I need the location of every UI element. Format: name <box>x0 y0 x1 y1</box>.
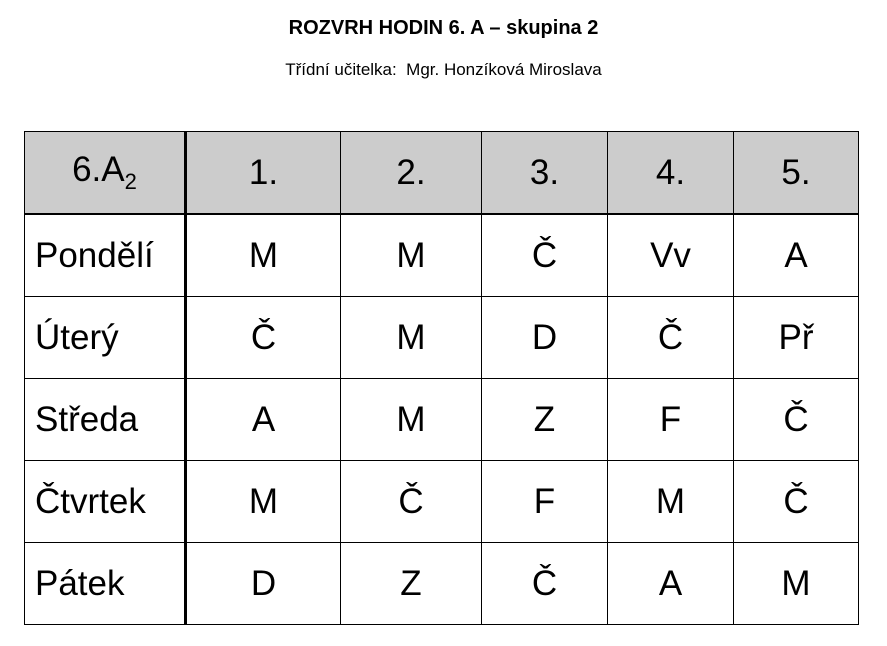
period-header: 2. <box>341 132 482 215</box>
day-label: Středa <box>25 379 186 461</box>
class-teacher-line: Třídní učitelka: Mgr. Honzíková Miroslava <box>285 60 602 79</box>
day-label: Úterý <box>25 297 186 379</box>
lesson-cell: M <box>186 461 341 543</box>
lesson-cell: Vv <box>608 214 734 297</box>
timetable-row <box>25 461 859 543</box>
lesson-cell: Č <box>482 214 608 297</box>
lesson-cell: Př <box>734 297 859 379</box>
lesson-cell: Č <box>608 297 734 379</box>
period-header: 3. <box>482 132 608 215</box>
lesson-cell: M <box>341 379 482 461</box>
lesson-cell: Č <box>482 543 608 625</box>
lesson-cell: Č <box>734 461 859 543</box>
lesson-cell: M <box>734 543 859 625</box>
lesson-cell: F <box>482 461 608 543</box>
lesson-cell: D <box>482 297 608 379</box>
lesson-cell: A <box>734 214 859 297</box>
class-label: 6.A <box>72 150 125 189</box>
timetable-row <box>25 543 859 625</box>
timetable-row <box>25 297 859 379</box>
class-label-cell <box>25 132 186 215</box>
period-header: 1. <box>186 132 341 215</box>
lesson-cell: Z <box>341 543 482 625</box>
day-label: Pátek <box>25 543 186 625</box>
lesson-cell: A <box>186 379 341 461</box>
lesson-cell: M <box>608 461 734 543</box>
lesson-cell: Č <box>341 461 482 543</box>
lesson-cell: M <box>341 214 482 297</box>
lesson-cell: A <box>608 543 734 625</box>
lesson-cell: Č <box>186 297 341 379</box>
lesson-cell: Z <box>482 379 608 461</box>
period-header: 5. <box>734 132 859 215</box>
lesson-cell: Č <box>734 379 859 461</box>
timetable-header-row <box>25 132 859 215</box>
timetable <box>24 131 859 625</box>
lesson-cell: M <box>341 297 482 379</box>
lesson-cell: D <box>186 543 341 625</box>
lesson-cell: M <box>186 214 341 297</box>
group-subscript: 2 <box>124 169 137 194</box>
day-label: Pondělí <box>25 214 186 297</box>
timetable-row <box>25 214 859 297</box>
page-title: ROZVRH HODIN 6. A – skupina 2 <box>288 17 599 39</box>
day-label: Čtvrtek <box>25 461 186 543</box>
timetable-row <box>25 379 859 461</box>
period-header: 4. <box>608 132 734 215</box>
lesson-cell: F <box>608 379 734 461</box>
